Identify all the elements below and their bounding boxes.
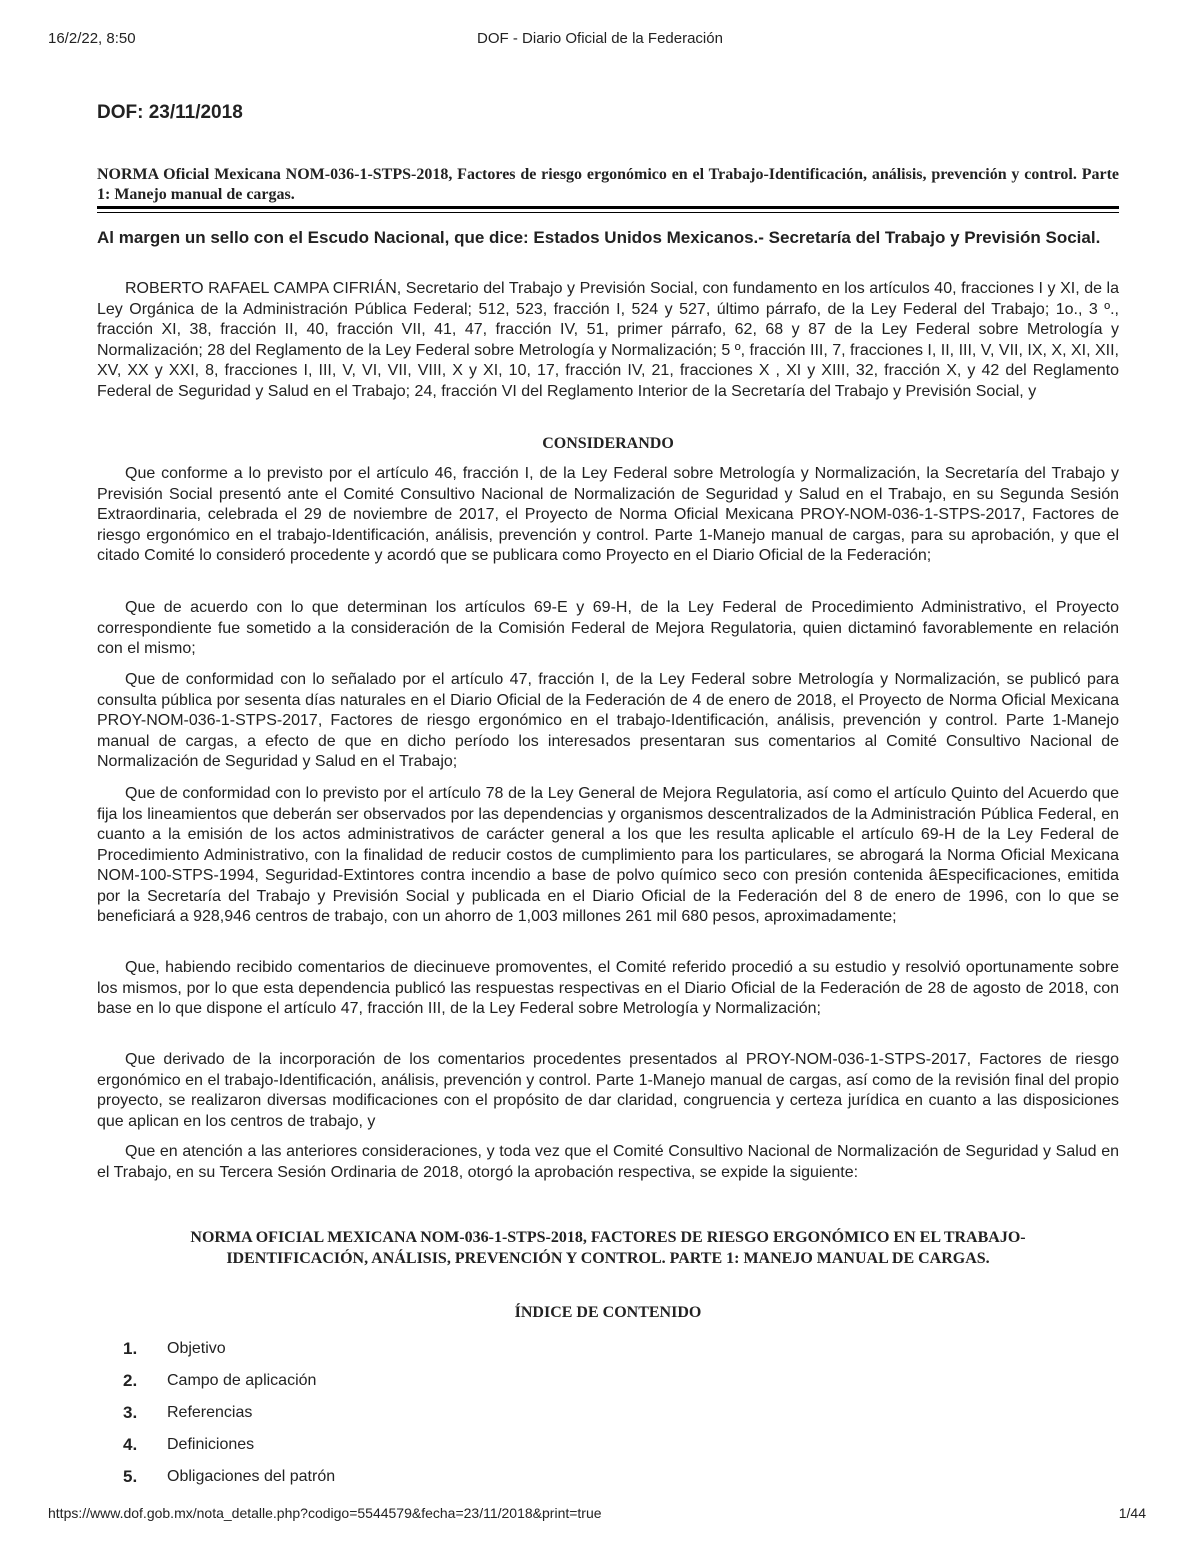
index-item-number: 5.: [123, 1467, 138, 1486]
document-title: NORMA Oficial Mexicana NOM-036-1-STPS-2018, Factores de riesgo ergonómico en el Trabajo-Identificación, análisis, prevención y control. Parte 1: Manejo manual de cargas.: [97, 166, 1119, 203]
index-item-number: 1.: [123, 1339, 138, 1358]
dof-date: DOF: 23/11/2018: [97, 102, 243, 123]
considerando-paragraph-7: Que en atención a las anteriores consideraciones, y toda vez que el Comité Consultivo Nacional de Normalización de Seguridad y Salud en el Trabajo, en su Tercera Sesión Ordinaria de 2018, otorgó la aprobación respectiva, se expide la siguiente:: [97, 1143, 1119, 1181]
considerando-paragraph-3: Que de conformidad con lo señalado por el artículo 47, fracción I, de la Ley Federal sobre Metrología y Normalización, se publicó para consulta pública por sesenta días naturales en el Diario Oficial de la Federación de 4 de enero de 2018, el Proyecto de Norma Oficial Mexicana PROY-NOM-036-1-STPS-2017, Factores de riesgo ergonómico en el trabajo-Identificación, análisis, prevención y control. Parte 1-Manejo manual de cargas, a efecto de que en dicho período los interesados presentaran sus comentarios al Comité Consultivo Nacional de Normalización de Seguridad y Salud en el Trabajo;: [97, 671, 1119, 770]
print-datetime: 16/2/22, 8:50: [48, 30, 136, 47]
print-url: https://www.dof.gob.mx/nota_detalle.php?codigo=5544579&fecha=23/11/2018&print=true: [48, 1505, 602, 1521]
title-rule-thick: [97, 206, 1119, 209]
considerando-paragraph-1: Que conforme a lo previsto por el artículo 46, fracción I, de la Ley Federal sobre Metrología y Normalización, la Secretaría del Trabajo y Previsión Social presentó ante el Comité Consultivo Nacional de Normalización de Seguridad y Salud en el Trabajo, en su Segunda Sesión Extraordinaria, celebrada el 29 de noviembre de 2017, el Proyecto de Norma Oficial Mexicana PROY-NOM-036-1-STPS-2017, Factores de riesgo ergonómico en el trabajo-Identificación, análisis, prevención y control. Parte 1-Manejo manual de cargas, para su aprobación, y que el citado Comité lo consideró procedente y acordó que se publicara como Proyecto en el Diario Oficial de la Federación;: [97, 465, 1119, 564]
index-list: [123, 1333, 723, 1493]
considerando-paragraph-6: Que derivado de la incorporación de los comentarios procedentes presentados al PROY-NOM-036-1-STPS-2017, Factores de riesgo ergonómico en el trabajo-Identificación, análisis, prevención y control. Parte 1-Manejo manual de cargas, así como de la revisión final del propio proyecto, se realizaron diversas modificaciones con el propósito de dar claridad, congruencia y certeza jurídica en cuanto a las disposiciones que aplican en los centros de trabajo, y: [97, 1051, 1119, 1130]
considerando-paragraph-5: Que, habiendo recibido comentarios de diecinueve promoventes, el Comité referido procedió a su estudio y resolvió oportunamente sobre los mismos, por lo que esta dependencia publicó las respuestas respectivas en el Diario Oficial de la Federación de 28 de agosto de 2018, con base en lo que dispone el artículo 47, fracción III, de la Ley Federal sobre Metrología y Normalización;: [97, 959, 1119, 1017]
margin-note: Al margen un sello con el Escudo Nacional, que dice: Estados Unidos Mexicanos.- Secretaría del Trabajo y Previsión Social.: [97, 228, 1101, 247]
index-item-label: Objetivo: [167, 1340, 226, 1357]
index-item: [123, 1429, 723, 1461]
index-item: [123, 1333, 723, 1365]
norm-title: NORMA OFICIAL MEXICANA NOM-036-1-STPS-2018, FACTORES DE RIESGO ERGONÓMICO EN EL TRABAJO-IDENTIFICACIÓN, ANÁLISIS, PREVENCIÓN Y CONTROL. PARTE 1: MANEJO MANUAL DE CARGAS.: [190, 1229, 1026, 1267]
intro-paragraph: ROBERTO RAFAEL CAMPA CIFRIÁN, Secretario del Trabajo y Previsión Social, con fundamento en los artículos 40, fracciones I y XI, de la Ley Orgánica de la Administración Pública Federal; 512, 523, fracción I, 524 y 527, último párrafo, de la Ley Federal del Trabajo; 1o., 3 º., fracción XI, 38, fracción II, 40, fracción VII, 41, 47, fracción IV, 51, primer párrafo, 62, 68 y 87 de la Ley Federal sobre Metrología y Normalización; 28 del Reglamento de la Ley Federal sobre Metrología y Normalización; 5 º, fracción III, 7, fracciones I, II, III, V, VII, IX, X, XI, XII, XV, XX y XXI, 8, fracciones I, III, V, VI, VII, VIII, X y XI, 10, 17, fracción IV, 21, fracciones X , XI y XIII, 32, fracción X, y 42 del Reglamento Federal de Seguridad y Salud en el Trabajo; 24, fracción VI del Reglamento Interior de la Secretaría del Trabajo y Previsión Social, y: [97, 280, 1119, 400]
index-item-number: 4.: [123, 1435, 138, 1454]
index-item-label: Obligaciones del patrón: [167, 1468, 336, 1485]
index-heading: ÍNDICE DE CONTENIDO: [514, 1304, 702, 1321]
index-item-label: Referencias: [167, 1404, 253, 1421]
index-item: [123, 1365, 723, 1397]
considerando-paragraph-4: Que de conformidad con lo previsto por el artículo 78 de la Ley General de Mejora Regulatoria, así como el artículo Quinto del Acuerdo que fija los lineamientos que deberán ser observados por las dependencias y organismos descentralizados de la Administración Pública Federal, en cuanto a la emisión de los actos administrativos de carácter general a los que les resulta aplicable el artículo 69-H de la Ley Federal de Procedimiento Administrativo, con la finalidad de reducir costos de cumplimiento para los particulares, se abrogará la Norma Oficial Mexicana NOM-100-STPS-1994, Seguridad-Extintores contra incendio a base de polvo químico seco con presión contenida âEspecificaciones, emitida por la Secretaría del Trabajo y Previsión Social y publicada en el Diario Oficial de la Federación del 8 de enero de 1996, con lo que se beneficiará a 928,946 centros de trabajo, con un ahorro de 1,003 millones 261 mil 680 pesos, aproximadamente;: [97, 785, 1119, 925]
page-indicator: 1/44: [1118, 1505, 1146, 1521]
index-item-number: 3.: [123, 1403, 138, 1422]
title-rule-thin: [97, 212, 1119, 213]
print-page-title: DOF - Diario Oficial de la Federación: [477, 30, 723, 47]
index-item: [123, 1461, 723, 1493]
considerando-paragraph-2: Que de acuerdo con lo que determinan los artículos 69-E y 69-H, de la Ley Federal de Procedimiento Administrativo, el Proyecto correspondiente fue sometido a la consideración de la Comisión Federal de Mejora Regulatoria, quien dictaminó favorablemente en relación con el mismo;: [97, 599, 1119, 657]
index-item-label: Campo de aplicación: [167, 1372, 317, 1389]
index-item: [123, 1397, 723, 1429]
index-item-label: Definiciones: [167, 1436, 255, 1453]
index-item-number: 2.: [123, 1371, 138, 1390]
considerando-heading: CONSIDERANDO: [542, 435, 674, 452]
